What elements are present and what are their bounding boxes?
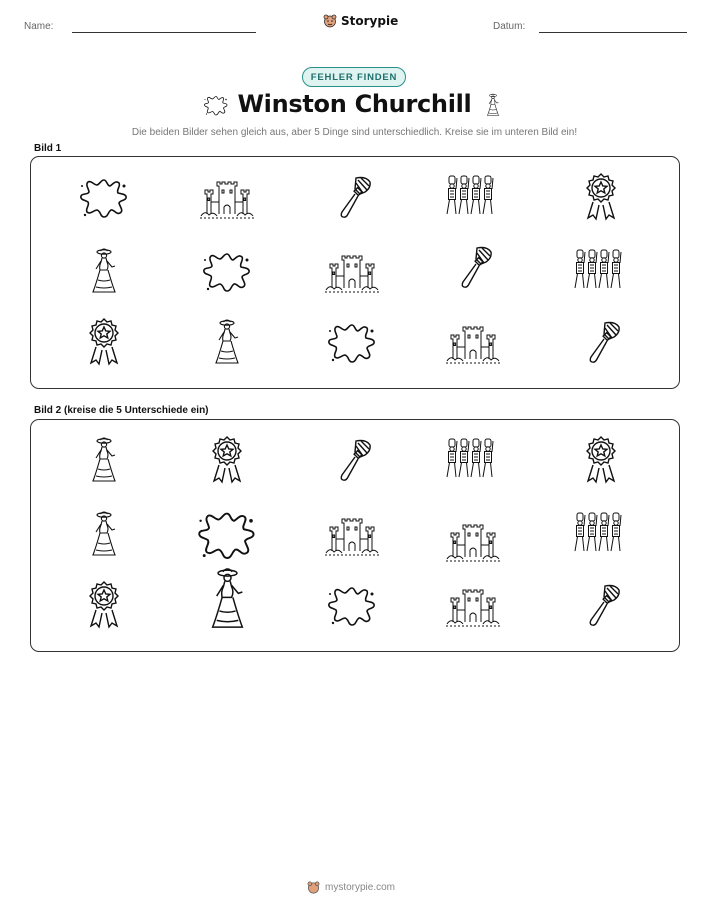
name-input-line[interactable] (72, 32, 256, 33)
splat-icon (197, 246, 257, 296)
lady-icon[interactable] (74, 509, 134, 559)
storypie-logo (323, 14, 398, 28)
brush-icon (322, 172, 382, 222)
medal-icon (74, 317, 134, 367)
storypie-mascot-icon (323, 14, 337, 28)
brand-name: Storypie (341, 14, 399, 28)
castle-icon[interactable] (322, 509, 382, 559)
lady-icon[interactable] (187, 565, 268, 633)
soldiers-icon (571, 246, 631, 296)
medal-icon[interactable] (74, 580, 134, 630)
brush-icon (571, 317, 631, 367)
splat-icon[interactable] (322, 580, 382, 630)
date-input-line[interactable] (539, 32, 687, 33)
footer-url: mystorypie.com (325, 882, 396, 893)
castle-icon (443, 317, 503, 367)
brush-icon (443, 242, 503, 292)
soldiers-icon[interactable] (571, 509, 631, 559)
section1-label: Bild 1 (34, 143, 62, 154)
castle-icon[interactable] (443, 580, 503, 630)
footer (307, 881, 395, 894)
picture1-panel (30, 156, 680, 389)
castle-icon (197, 172, 257, 222)
brush-icon[interactable] (322, 435, 382, 485)
section2-label: Bild 2 (kreise die 5 Unterschiede ein) (34, 405, 209, 416)
medal-icon[interactable] (571, 435, 631, 485)
title-lady-icon (478, 90, 508, 120)
name-label: Name: (24, 21, 54, 32)
page-title: Winston Churchill (237, 90, 472, 118)
soldiers-icon (443, 172, 503, 222)
medal-icon[interactable] (197, 435, 257, 485)
lady-icon (74, 246, 134, 296)
instructions: Die beiden Bilder sehen gleich aus, aber 5 Dinge sind unterschiedlich. Kreise sie im unteren Bild ein! (131, 127, 578, 138)
lady-icon[interactable] (74, 435, 134, 485)
date-label: Datum: (493, 21, 526, 32)
footer-mascot-icon (307, 881, 320, 894)
splat-icon[interactable] (191, 504, 263, 564)
splat-icon (74, 172, 134, 222)
lady-icon (197, 317, 257, 367)
brush-icon[interactable] (571, 580, 631, 630)
worksheet-type-badge: FEHLER FINDEN (302, 67, 406, 87)
medal-icon (571, 172, 631, 222)
castle-icon[interactable] (443, 515, 503, 565)
picture2-panel[interactable] (30, 419, 680, 652)
soldiers-icon[interactable] (443, 435, 503, 485)
castle-icon (322, 246, 382, 296)
splat-icon (322, 317, 382, 367)
